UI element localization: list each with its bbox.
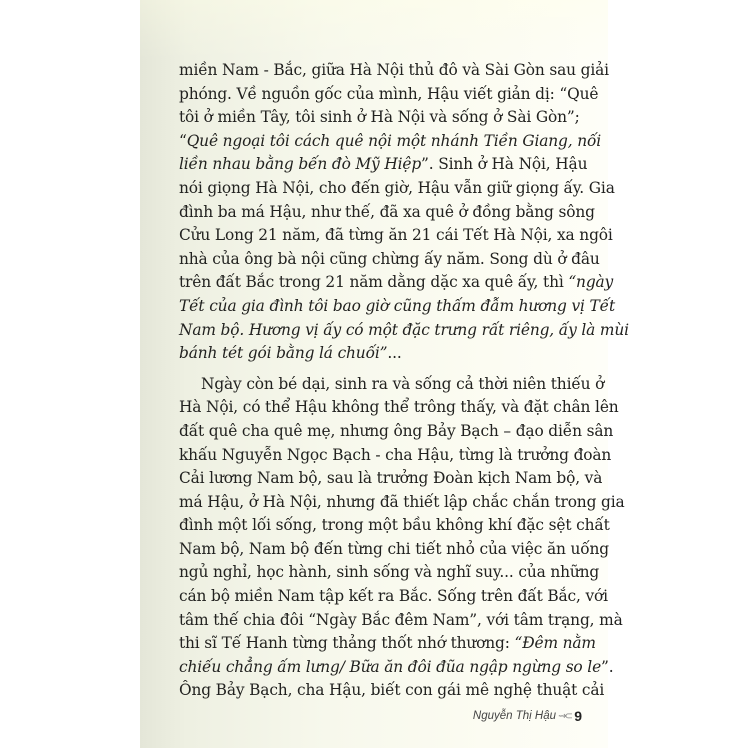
text-run: tâm thế chia đôi “Ngày Bắc đêm Nam”, với tâm trạng, mà <box>179 610 623 629</box>
italic-quote-text: bánh tét gói bằng lá chuối” <box>179 344 388 363</box>
text-run: Ông Bảy Bạch, cha Hậu, biết con gái mê nghệ thuật cải <box>179 681 605 700</box>
text-line <box>179 444 612 468</box>
text-line <box>179 130 602 154</box>
text-line <box>179 201 595 225</box>
italic-quote-text: “Đêm nằm <box>514 634 596 653</box>
paragraph <box>179 59 629 366</box>
text-line <box>179 177 615 201</box>
text-line <box>179 224 613 248</box>
text-run: ”. Sinh ở Hà Nội, Hậu <box>421 155 588 174</box>
page-footer <box>140 708 608 728</box>
text-run: đình một lối sống, trong một bầu không khí đặc sệt chất <box>179 516 610 535</box>
text-line <box>179 679 605 703</box>
text-run: đất quê cha quê mẹ, nhưng ông Bảy Bạch – đạo diễn sân <box>179 421 614 440</box>
text-line <box>179 295 616 319</box>
text-run: má Hậu, ở Hà Nội, nhưng đã thiết lập chắc chắn trong gia <box>179 492 625 511</box>
text-line <box>179 248 600 272</box>
text-run: ngủ nghỉ, học hành, sinh sống và nghĩ suy... của những <box>179 563 600 582</box>
text-run: nhà của ông bà nội cũng chừng ấy năm. Song dù ở đâu <box>179 249 600 268</box>
italic-quote-text: Quê ngoại tôi cách quê nội một nhánh Tiền Giang, nối <box>186 131 602 150</box>
text-line <box>179 514 610 538</box>
text-run: ”. <box>601 657 614 676</box>
text-run: đình ba má Hậu, như thế, đã xa quê ở đồng bằng sông <box>179 202 595 221</box>
text-line <box>179 59 609 83</box>
text-line <box>179 656 614 680</box>
text-line <box>179 396 619 420</box>
text-run: Cải lương Nam bộ, sau là trưởng Đoàn kịch Nam bộ, và <box>179 469 603 488</box>
running-footer-author: Nguyễn Thị Hậu <box>472 710 556 722</box>
text-line <box>179 373 605 397</box>
text-run: ... <box>387 344 402 363</box>
text-line <box>179 319 629 343</box>
text-run: trên đất Bắc trong 21 năm dằng dặc xa quê ấy, thì <box>179 273 569 292</box>
text-line <box>179 632 596 656</box>
text-run: khấu Nguyễn Ngọc Bạch - cha Hậu, từng là trưởng đoàn <box>179 445 612 464</box>
text-line <box>179 420 614 444</box>
text-run: Ngày còn bé dại, sinh ra và sống cả thời niên thiếu ở <box>201 374 605 393</box>
text-run: thi sĩ Tế Hanh từng thảng thốt nhớ thương: <box>179 634 515 653</box>
italic-quote-text: Tết của gia đình tôi bao giờ cũng thấm đẫm hương vị Tết <box>179 296 616 315</box>
text-run: tôi ở miền Tây, tôi sinh ở Hà Nội và sống ở Sài Gòn”; <box>179 108 580 127</box>
text-line <box>179 609 623 633</box>
text-run: “ <box>179 131 187 150</box>
text-line <box>179 585 608 609</box>
text-run: Hà Nội, có thể Hậu không thể trông thấy, và đặt chân lên <box>179 398 619 417</box>
book-page <box>140 0 629 748</box>
body-text <box>179 59 629 703</box>
page-number: 9 <box>574 708 582 724</box>
text-line <box>179 106 580 130</box>
text-line <box>179 561 600 585</box>
text-run: Nam bộ, Nam bộ đến từng chi tiết nhỏ của việc ăn uống <box>179 539 609 558</box>
italic-quote-text: “ngày <box>568 273 614 292</box>
italic-quote-text: chiếu chẳng ấm lưng/ Bữa ăn đôi đũa ngập ngừng so le <box>179 657 602 676</box>
italic-quote-text: liền nhau bằng bến đò Mỹ Hiệp <box>179 155 422 174</box>
text-run: miền Nam - Bắc, giữa Hà Nội thủ đô và Sài Gòn sau giải <box>179 61 609 79</box>
text-line <box>179 342 571 366</box>
text-line <box>179 83 599 107</box>
fish-ornament-icon: ⇝⊂ <box>558 711 571 722</box>
text-run: phóng. Về nguồn gốc của mình, Hậu viết giản dị: “Quê <box>179 84 599 103</box>
paragraph <box>179 373 625 703</box>
text-line <box>179 491 625 515</box>
text-line <box>179 153 588 177</box>
text-line <box>179 271 614 295</box>
text-line <box>179 538 609 562</box>
text-run: Cửu Long 21 năm, đã từng ăn 21 cái Tết Hà Nội, xa ngôi <box>179 226 613 245</box>
italic-quote-text: Nam bộ. Hương vị ấy có một đặc trưng rất riêng, ấy là mùi <box>179 320 629 339</box>
text-run: cán bộ miền Nam tập kết ra Bắc. Sống trên đất Bắc, với <box>179 587 608 606</box>
text-line <box>179 467 603 491</box>
paragraph-gap <box>179 366 571 373</box>
text-run: nói giọng Hà Nội, cho đến giờ, Hậu vẫn giữ giọng ấy. Gia <box>179 178 615 197</box>
